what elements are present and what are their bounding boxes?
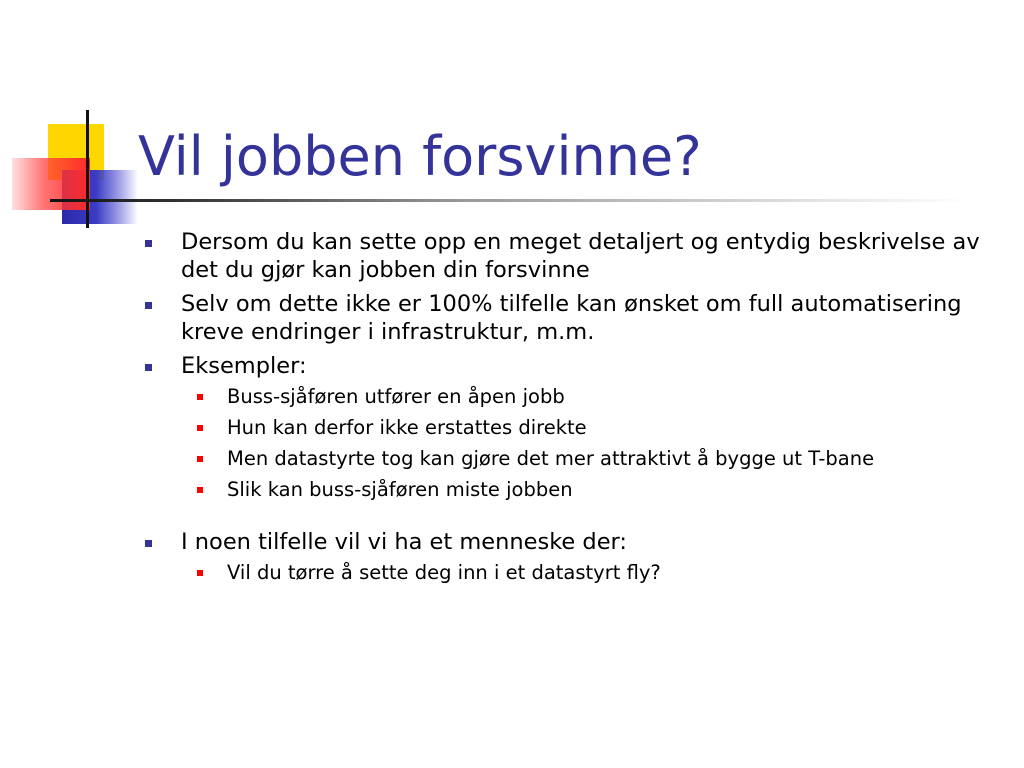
bullet-item bbox=[140, 290, 1010, 346]
bullet-item bbox=[140, 352, 1010, 380]
small-square-bullet-icon bbox=[197, 487, 203, 493]
sub-bullet-text: Vil du tørre å sette deg inn i et datastyrt fly? bbox=[227, 561, 661, 584]
sub-bullet-item bbox=[184, 446, 1010, 472]
small-square-bullet-icon bbox=[197, 570, 203, 576]
sub-bullet-item bbox=[184, 477, 1010, 503]
bullet-item bbox=[140, 228, 1010, 284]
small-square-bullet-icon bbox=[197, 456, 203, 462]
bullet-text: Selv om dette ikke er 100% tilfelle kan ønsket om full automatisering kreve endringer i infrastruktur, m.m. bbox=[181, 291, 962, 345]
vertical-rule bbox=[86, 110, 89, 228]
bullet-list bbox=[140, 228, 1010, 591]
bullet-text: Eksempler: bbox=[181, 353, 307, 379]
sub-bullet-item bbox=[184, 560, 1010, 586]
bullet-text: Dersom du kan sette opp en meget detaljert og entydig beskrivelse av det du gjør kan jobben din forsvinne bbox=[181, 229, 980, 283]
red-square-decoration bbox=[12, 158, 90, 210]
title-underline-rule bbox=[50, 199, 970, 202]
small-square-bullet-icon bbox=[197, 394, 203, 400]
bullet-text: I noen tilfelle vil vi ha et menneske der: bbox=[181, 529, 627, 555]
sub-bullet-text: Slik kan buss-sjåføren miste jobben bbox=[227, 478, 573, 501]
square-bullet-icon bbox=[145, 240, 152, 247]
spacer bbox=[140, 508, 1010, 528]
corner-decoration bbox=[0, 0, 1024, 240]
sub-bullet-item bbox=[184, 415, 1010, 441]
sub-bullet-text: Buss-sjåføren utfører en åpen jobb bbox=[227, 385, 565, 408]
sub-bullet-text: Men datastyrte tog kan gjøre det mer attraktivt å bygge ut T-bane bbox=[227, 447, 875, 470]
sub-bullet-text: Hun kan derfor ikke erstattes direkte bbox=[227, 416, 587, 439]
sub-bullet-item bbox=[184, 384, 1010, 410]
square-bullet-icon bbox=[145, 540, 152, 547]
square-bullet-icon bbox=[145, 302, 152, 309]
slide-title: Vil jobben forsvinne? bbox=[138, 125, 702, 188]
small-square-bullet-icon bbox=[197, 425, 203, 431]
square-bullet-icon bbox=[145, 364, 152, 371]
bullet-item bbox=[140, 528, 1010, 556]
